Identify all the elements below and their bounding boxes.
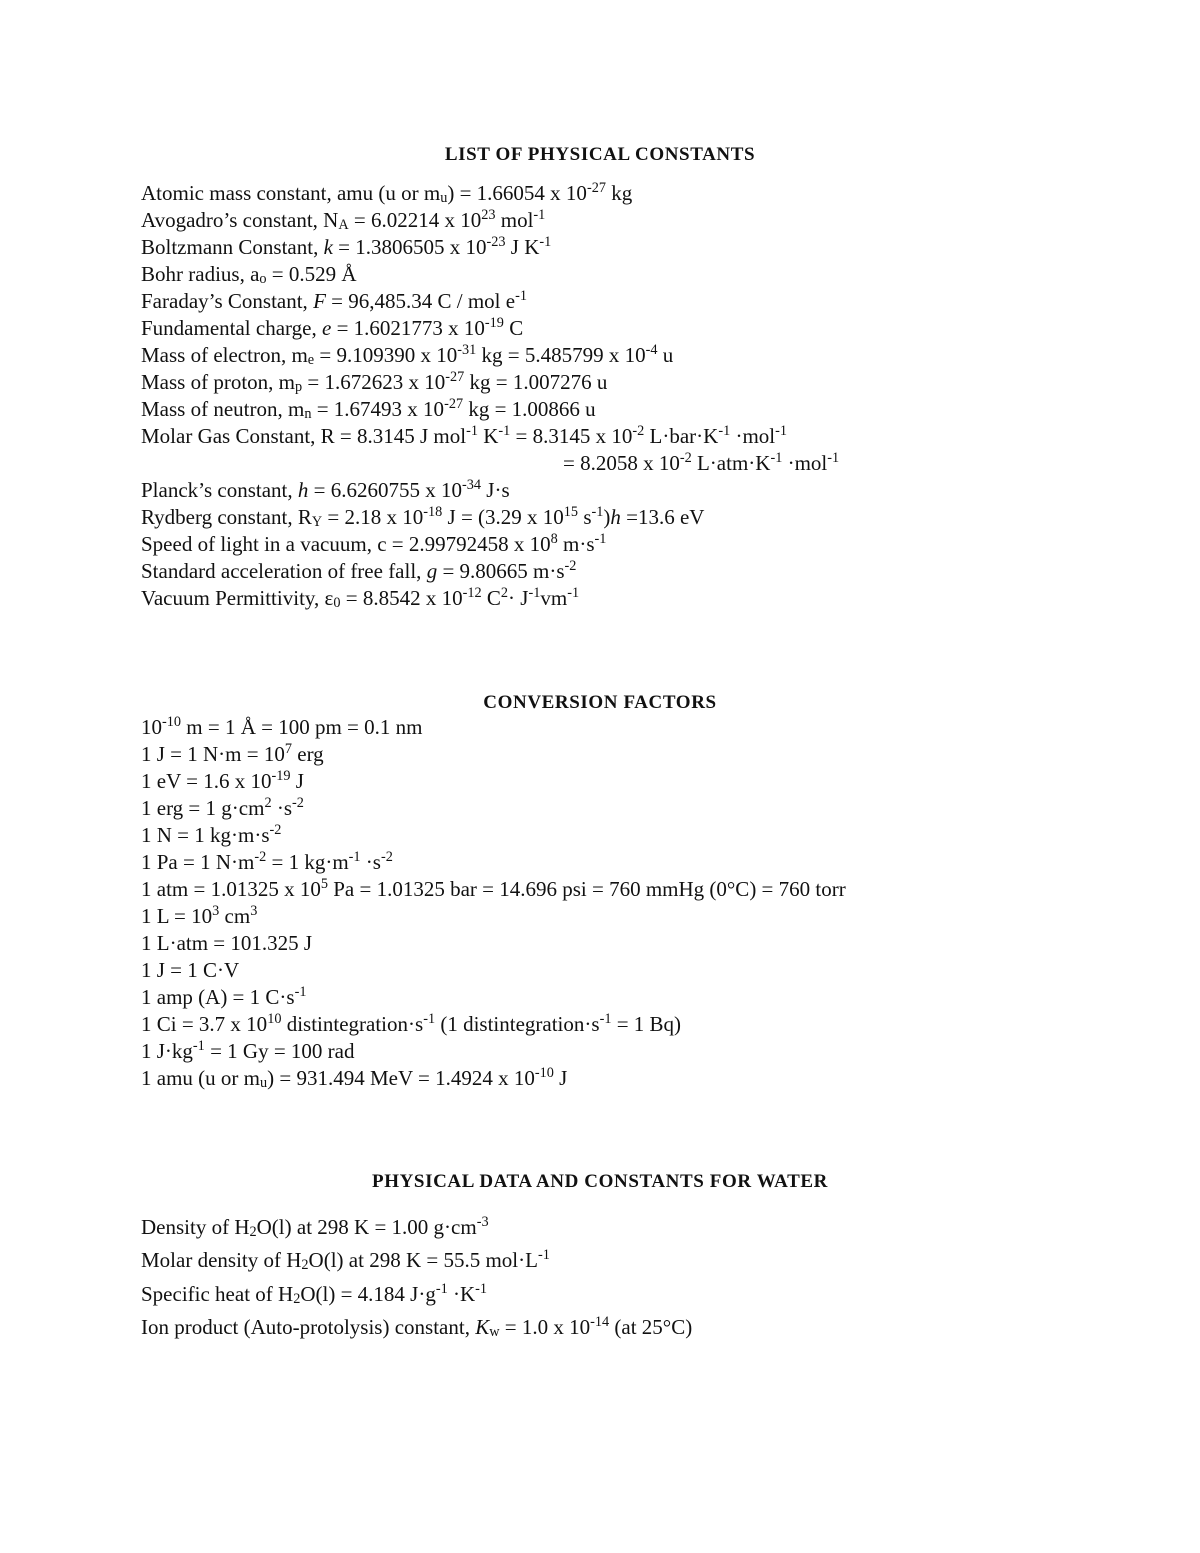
superscript: 15 xyxy=(563,504,579,521)
subscript: n xyxy=(304,406,312,423)
text-run: Vacuum Permittivity, ε xyxy=(141,586,334,610)
conversion-joule-cv xyxy=(141,960,239,981)
text-run: L·bar·K xyxy=(644,424,719,448)
superscript: -10 xyxy=(534,1065,554,1082)
superscript: -1 xyxy=(192,1038,205,1055)
text-run: C xyxy=(481,586,501,610)
text-run: = 9.80665 m·s xyxy=(437,559,565,583)
text-run: s xyxy=(578,505,592,529)
text-run: Faraday’s Constant, xyxy=(141,289,314,313)
text-run: Atomic mass constant, amu (u or m xyxy=(141,181,441,205)
water-molar-density xyxy=(141,1247,550,1274)
text-run: 1 amu (u or m xyxy=(141,1066,260,1090)
section-title-conversion-factors: CONVERSION FACTORS xyxy=(483,692,717,713)
superscript: -1 xyxy=(294,984,307,1001)
conversion-newton xyxy=(141,822,282,847)
text-run: Boltzmann Constant, xyxy=(141,235,324,259)
constant-planck xyxy=(141,477,510,502)
superscript: -1 xyxy=(537,1247,550,1264)
text-run: = 1.0 x 10 xyxy=(499,1315,591,1339)
superscript: 2 xyxy=(264,795,272,812)
text-run: 1 L = 10 xyxy=(141,904,213,928)
section-title-water-data: PHYSICAL DATA AND CONSTANTS FOR WATER xyxy=(372,1171,828,1192)
text-run: Molar density of H xyxy=(141,1248,302,1272)
superscript: -1 xyxy=(528,585,541,602)
text-run: kg = 1.00866 u xyxy=(463,397,596,421)
text-run: m·s xyxy=(557,532,595,556)
text-run: erg xyxy=(292,742,324,766)
text-run: O(l) = 4.184 J·g xyxy=(300,1282,436,1306)
superscript: -27 xyxy=(445,369,465,386)
constant-vacuum-permittivity xyxy=(141,585,580,612)
text-run: (at 25°C) xyxy=(609,1315,693,1339)
italic-symbol: K xyxy=(475,1315,490,1339)
text-run: 1 amp (A) = 1 C·s xyxy=(141,985,295,1009)
text-run: = 1 Bq) xyxy=(611,1012,682,1036)
constant-molar-gas xyxy=(141,423,788,448)
text-run: Specific heat of H xyxy=(141,1282,294,1306)
text-run: m = 1 Å = 100 pm = 0.1 nm xyxy=(181,715,423,739)
text-run: C xyxy=(503,316,524,340)
superscript: -2 xyxy=(380,849,393,866)
subscript: A xyxy=(338,217,349,234)
conversion-joule-erg xyxy=(141,741,324,766)
constant-free-fall xyxy=(141,558,577,583)
superscript: -1 xyxy=(718,423,731,440)
subscript: w xyxy=(489,1324,500,1341)
text-run: ) = 1.66054 x 10 xyxy=(447,181,587,205)
superscript: -1 xyxy=(599,1011,612,1028)
subscript: u xyxy=(259,1075,268,1092)
superscript: -19 xyxy=(271,768,291,785)
superscript: -1 xyxy=(539,234,552,251)
text-run: Mass of proton, m xyxy=(141,370,295,394)
text-run: Standard acceleration of free fall, xyxy=(141,559,427,583)
text-run: Planck’s constant, xyxy=(141,478,298,502)
text-run: kg xyxy=(605,181,633,205)
superscript: -14 xyxy=(590,1314,610,1331)
constant-molar-gas-alt xyxy=(563,450,840,475)
superscript: -2 xyxy=(254,849,267,866)
constant-faraday xyxy=(141,288,527,313)
superscript: -2 xyxy=(564,558,577,575)
text-run: Pa = 1.01325 bar = 14.696 psi = 760 mmHg (0°C) = 760 torr xyxy=(327,877,846,901)
conversion-amp xyxy=(141,984,307,1009)
text-run: J = (3.29 x 10 xyxy=(442,505,564,529)
text-run: Avogadro’s constant, N xyxy=(141,208,339,232)
text-run: vm xyxy=(540,586,568,610)
constant-fundamental-charge xyxy=(141,315,524,340)
italic-symbol: g xyxy=(426,559,438,583)
text-run: ·mol xyxy=(782,451,828,475)
water-ion-product xyxy=(141,1314,693,1341)
superscript: -1 xyxy=(475,1281,488,1298)
text-run: = 1.67493 x 10 xyxy=(311,397,445,421)
superscript: -10 xyxy=(162,714,182,731)
text-run: 1 N = 1 kg·m·s xyxy=(141,823,270,847)
text-run: kg = 1.007276 u xyxy=(464,370,608,394)
text-run: 10 xyxy=(141,715,162,739)
superscript: -2 xyxy=(269,822,282,839)
superscript: 7 xyxy=(284,741,292,758)
text-run: (1 distintegration·s xyxy=(435,1012,600,1036)
text-run: J xyxy=(290,769,304,793)
text-run: mol xyxy=(495,208,534,232)
subscript: 2 xyxy=(249,1224,257,1241)
constant-mass-proton xyxy=(141,369,608,396)
text-run: Fundamental charge, xyxy=(141,316,322,340)
conversion-amu xyxy=(141,1065,568,1092)
superscript: -2 xyxy=(632,423,645,440)
text-run: ·s xyxy=(360,850,381,874)
text-run: = 8.8542 x 10 xyxy=(340,586,463,610)
superscript: -12 xyxy=(462,585,482,602)
superscript: -1 xyxy=(827,450,840,467)
text-run: J·s xyxy=(481,478,510,502)
superscript: 23 xyxy=(481,207,496,224)
subscript: 2 xyxy=(301,1257,309,1274)
conversion-erg xyxy=(141,795,304,820)
italic-symbol: h xyxy=(610,505,621,529)
conversion-gray xyxy=(141,1038,355,1063)
constant-rydberg xyxy=(141,504,705,531)
constant-mass-neutron xyxy=(141,396,596,423)
superscript: -34 xyxy=(462,477,482,494)
superscript: -1 xyxy=(567,585,580,602)
superscript: -27 xyxy=(444,396,464,413)
italic-symbol: h xyxy=(297,478,309,502)
superscript: -1 xyxy=(466,423,478,440)
constant-bohr-radius xyxy=(141,262,357,288)
superscript: -1 xyxy=(533,207,546,224)
conversion-curie xyxy=(141,1011,682,1036)
constant-boltzmann xyxy=(141,234,552,259)
water-specific-heat xyxy=(141,1281,488,1308)
superscript: -19 xyxy=(484,315,504,332)
text-run: L·atm·K xyxy=(691,451,771,475)
superscript: -18 xyxy=(423,504,443,521)
text-run: = 1.3806505 x 10 xyxy=(332,235,487,259)
superscript: -1 xyxy=(423,1011,436,1028)
text-run: 1 erg = 1 g·cm xyxy=(141,796,265,820)
text-run: u xyxy=(657,343,674,367)
text-run: cm xyxy=(219,904,251,928)
superscript: -23 xyxy=(486,234,506,251)
superscript: -3 xyxy=(476,1214,489,1231)
text-run: Bohr radius, a xyxy=(141,262,260,286)
text-run: =13.6 eV xyxy=(620,505,705,529)
text-run: 1 J·kg xyxy=(141,1039,193,1063)
text-run: = 8.3145 x 10 xyxy=(510,424,633,448)
italic-symbol: k xyxy=(323,235,333,259)
text-run: J K xyxy=(505,235,540,259)
text-run: = 1 kg·m xyxy=(266,850,349,874)
text-run: Mass of neutron, m xyxy=(141,397,305,421)
superscript: -1 xyxy=(498,423,511,440)
text-run: 1 Ci = 3.7 x 10 xyxy=(141,1012,268,1036)
text-run: Rydberg constant, R xyxy=(141,505,312,529)
text-run: Ion product (Auto-protolysis) constant, xyxy=(141,1315,476,1339)
superscript: -1 xyxy=(435,1281,448,1298)
italic-symbol: F xyxy=(313,289,326,313)
conversion-liter xyxy=(141,903,258,928)
superscript: 3 xyxy=(250,903,258,920)
text-run: ) = 931.494 MeV = 1.4924 x 10 xyxy=(267,1066,535,1090)
superscript: 5 xyxy=(320,876,328,893)
constant-atomic-mass xyxy=(141,180,633,207)
text-run: · J xyxy=(508,586,529,610)
text-run: Mass of electron, m xyxy=(141,343,308,367)
subscript: Y xyxy=(311,514,323,531)
subscript: 0 xyxy=(333,595,341,612)
text-run: ·K xyxy=(447,1282,476,1306)
text-run: O(l) at 298 K = 55.5 mol·L xyxy=(308,1248,538,1272)
text-run: O(l) at 298 K = 1.00 g·cm xyxy=(256,1215,477,1239)
superscript: -2 xyxy=(292,795,304,812)
conversion-ev xyxy=(141,768,304,793)
text-run: kg = 5.485799 x 10 xyxy=(476,343,646,367)
superscript: 3 xyxy=(212,903,220,920)
text-run: = 6.02214 x 10 xyxy=(348,208,482,232)
superscript: -27 xyxy=(586,180,606,197)
text-run: 1 atm = 1.01325 x 10 xyxy=(141,877,321,901)
text-run: 1 J = 1 N·m = 10 xyxy=(141,742,285,766)
section-title-physical-constants: LIST OF PHYSICAL CONSTANTS xyxy=(444,144,756,165)
superscript: -4 xyxy=(645,342,658,359)
water-density xyxy=(141,1214,489,1241)
subscript: o xyxy=(259,271,267,288)
text-run: = 0.529 Å xyxy=(266,262,357,286)
constant-speed-of-light xyxy=(141,531,607,556)
text-run: = 1 Gy = 100 rad xyxy=(204,1039,355,1063)
superscript: 8 xyxy=(550,531,558,548)
text-run: = 8.2058 x 10 xyxy=(563,451,680,475)
italic-symbol: e xyxy=(321,316,332,340)
subscript: e xyxy=(307,352,315,369)
text-run: = 1.672623 x 10 xyxy=(302,370,446,394)
superscript: -2 xyxy=(679,450,692,467)
text-run: ·s xyxy=(271,796,292,820)
text-run: 1 Pa = 1 N·m xyxy=(141,850,255,874)
superscript: -1 xyxy=(775,423,788,440)
text-run: = 1.6021773 x 10 xyxy=(331,316,485,340)
conversion-pascal xyxy=(141,849,393,874)
subscript: 2 xyxy=(293,1291,301,1308)
subscript: p xyxy=(295,379,303,396)
superscript: -31 xyxy=(457,342,477,359)
conversion-angstrom xyxy=(141,714,423,739)
text-run: 1 eV = 1.6 x 10 xyxy=(141,769,272,793)
superscript: -1 xyxy=(594,531,607,548)
conversion-liter-atm xyxy=(141,933,312,954)
text-run: = 6.6260755 x 10 xyxy=(308,478,462,502)
text-run: 1 L·atm = 101.325 J xyxy=(141,931,313,955)
superscript: -1 xyxy=(770,450,783,467)
text-run: distintegration·s xyxy=(281,1012,424,1036)
superscript: -1 xyxy=(348,849,361,866)
text-run: Molar Gas Constant, R = 8.3145 J mol xyxy=(141,424,467,448)
text-run: Speed of light in a vacuum, c = 2.99792458 x 10 xyxy=(141,532,551,556)
text-run: 1 J = 1 C·V xyxy=(141,958,240,982)
text-run: = 96,485.34 C / mol e xyxy=(325,289,516,313)
text-run: J xyxy=(553,1066,568,1090)
constant-avogadro xyxy=(141,207,546,234)
constant-mass-electron xyxy=(141,342,674,369)
superscript: 2 xyxy=(500,585,509,602)
conversion-atm xyxy=(141,876,846,901)
subscript: u xyxy=(440,190,448,207)
superscript: -1 xyxy=(515,288,527,305)
text-run: ) xyxy=(603,505,611,529)
text-run: = 2.18 x 10 xyxy=(322,505,424,529)
text-run: K xyxy=(477,424,499,448)
superscript: -1 xyxy=(591,504,604,521)
superscript: 10 xyxy=(267,1011,282,1028)
text-run: = 9.109390 x 10 xyxy=(314,343,458,367)
text-run: Density of H xyxy=(141,1215,250,1239)
text-run: ·mol xyxy=(730,424,776,448)
